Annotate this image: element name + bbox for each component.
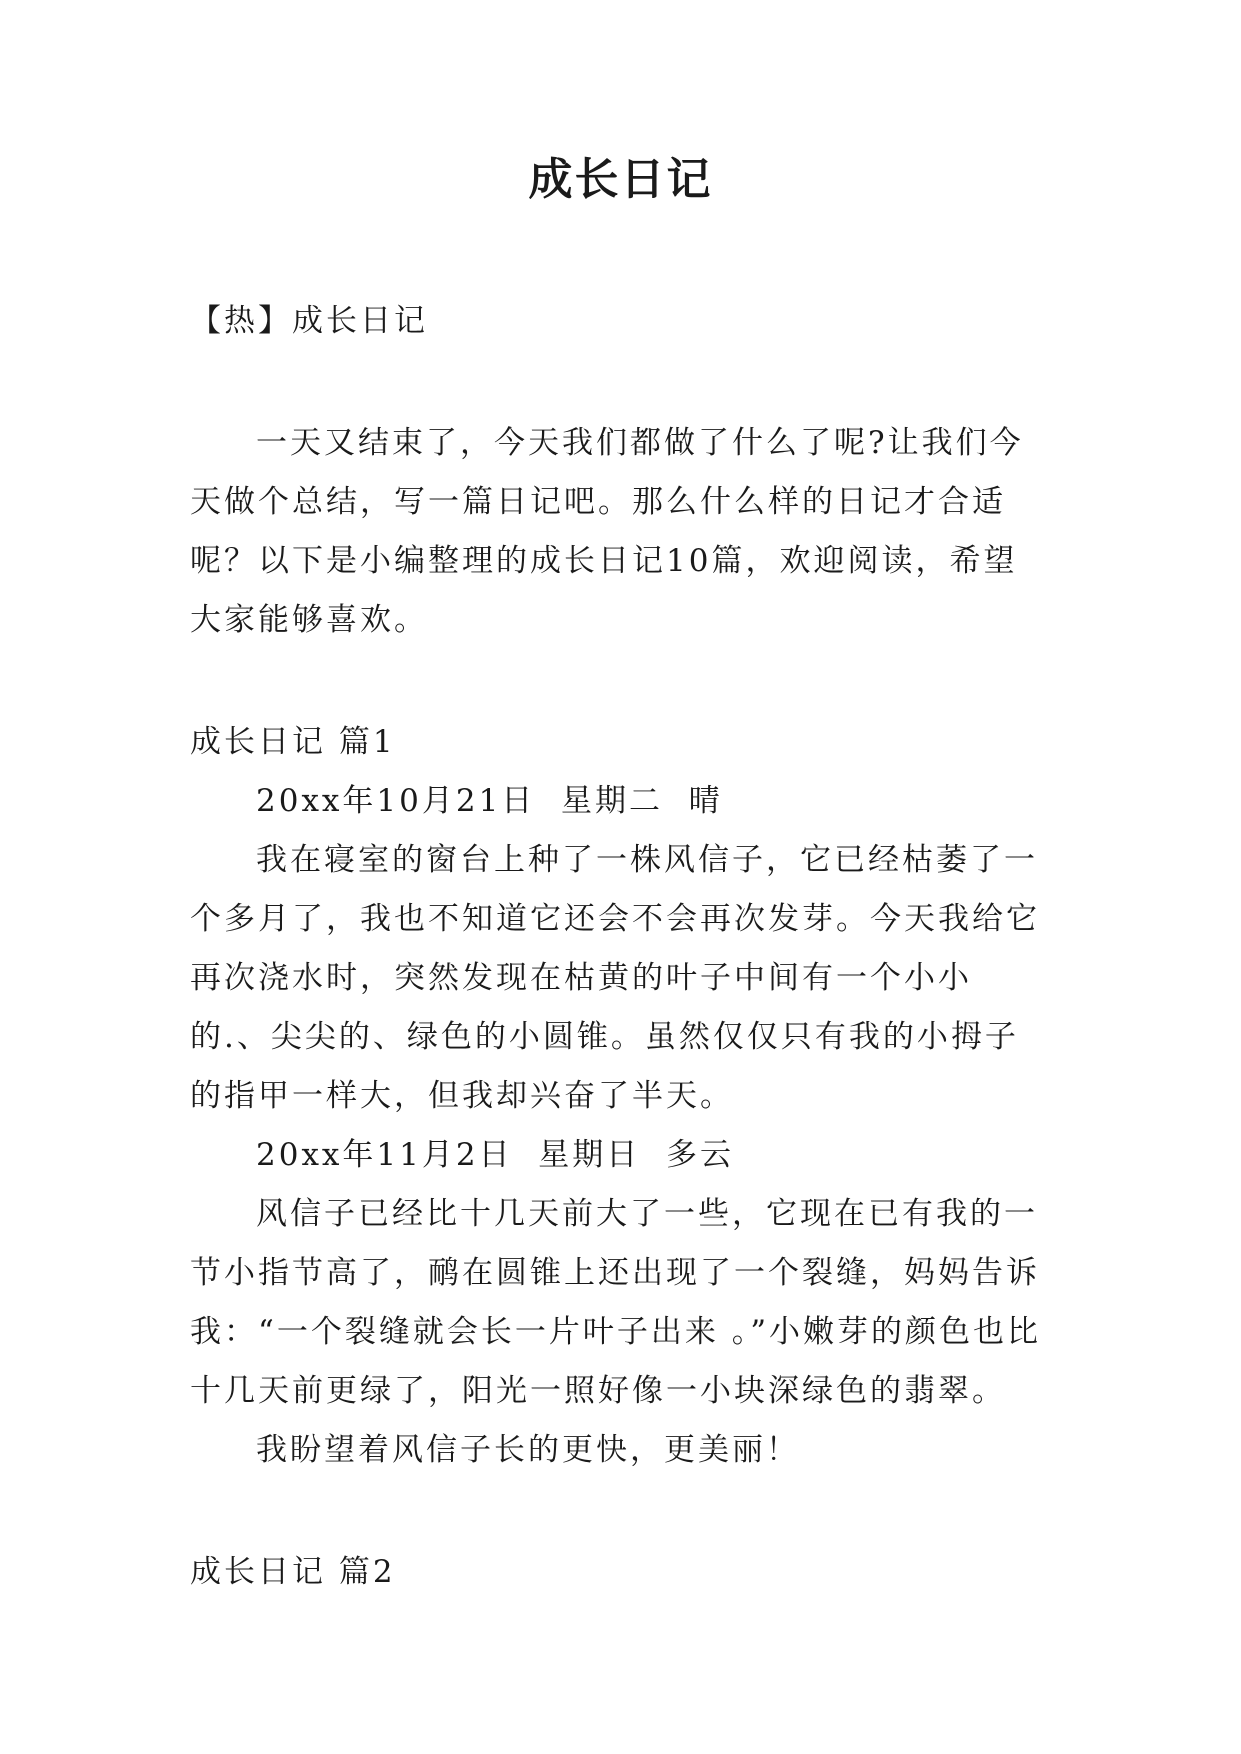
- entry-text-1: 我在寝室的窗台上种了一株风信子，它已经枯萎了一个多月了，我也不知道它还会不会再次发芽。今天我给它再次浇水时，突然发现在枯黄的叶子中间有一个小小的.、尖尖的、绿色的小圆锥。虽然仅仅只有我的小拇子的指甲一样大，但我却兴奋了半天。: [190, 842, 1040, 1114]
- document-body: [190, 292, 1050, 1602]
- section-heading-2: 成长日记 篇2: [190, 1554, 396, 1590]
- entry-date-2: 20xx年11月2日 星期日 多云: [256, 1137, 734, 1173]
- entry-text-2: 风信子已经比十几天前大了一些，它现在已有我的一节小指节高了，鸸在圆锥上还出现了一个裂缝，妈妈告诉我：“一个裂缝就会长一片叶子出来 。”小嫩芽的颜色也比十几天前更绿了，阳光一照好像一小块深绿色的翡翠。: [190, 1196, 1042, 1409]
- hot-label: 【热】成长日记: [190, 303, 428, 339]
- section-heading-1: 成长日记 篇1: [190, 724, 396, 760]
- document-title: 成长日记: [528, 154, 713, 205]
- intro-paragraph: 一天又结束了，今天我们都做了什么了呢?让我们今天做个总结，写一篇日记吧。那么什么样的日记才合适呢？以下是小编整理的成长日记10篇，欢迎阅读，希望大家能够喜欢。: [190, 425, 1024, 638]
- entry-date-1: 20xx年10月21日 星期二 晴: [256, 783, 723, 819]
- entry-closing: 我盼望着风信子长的更快，更美丽！: [256, 1432, 800, 1468]
